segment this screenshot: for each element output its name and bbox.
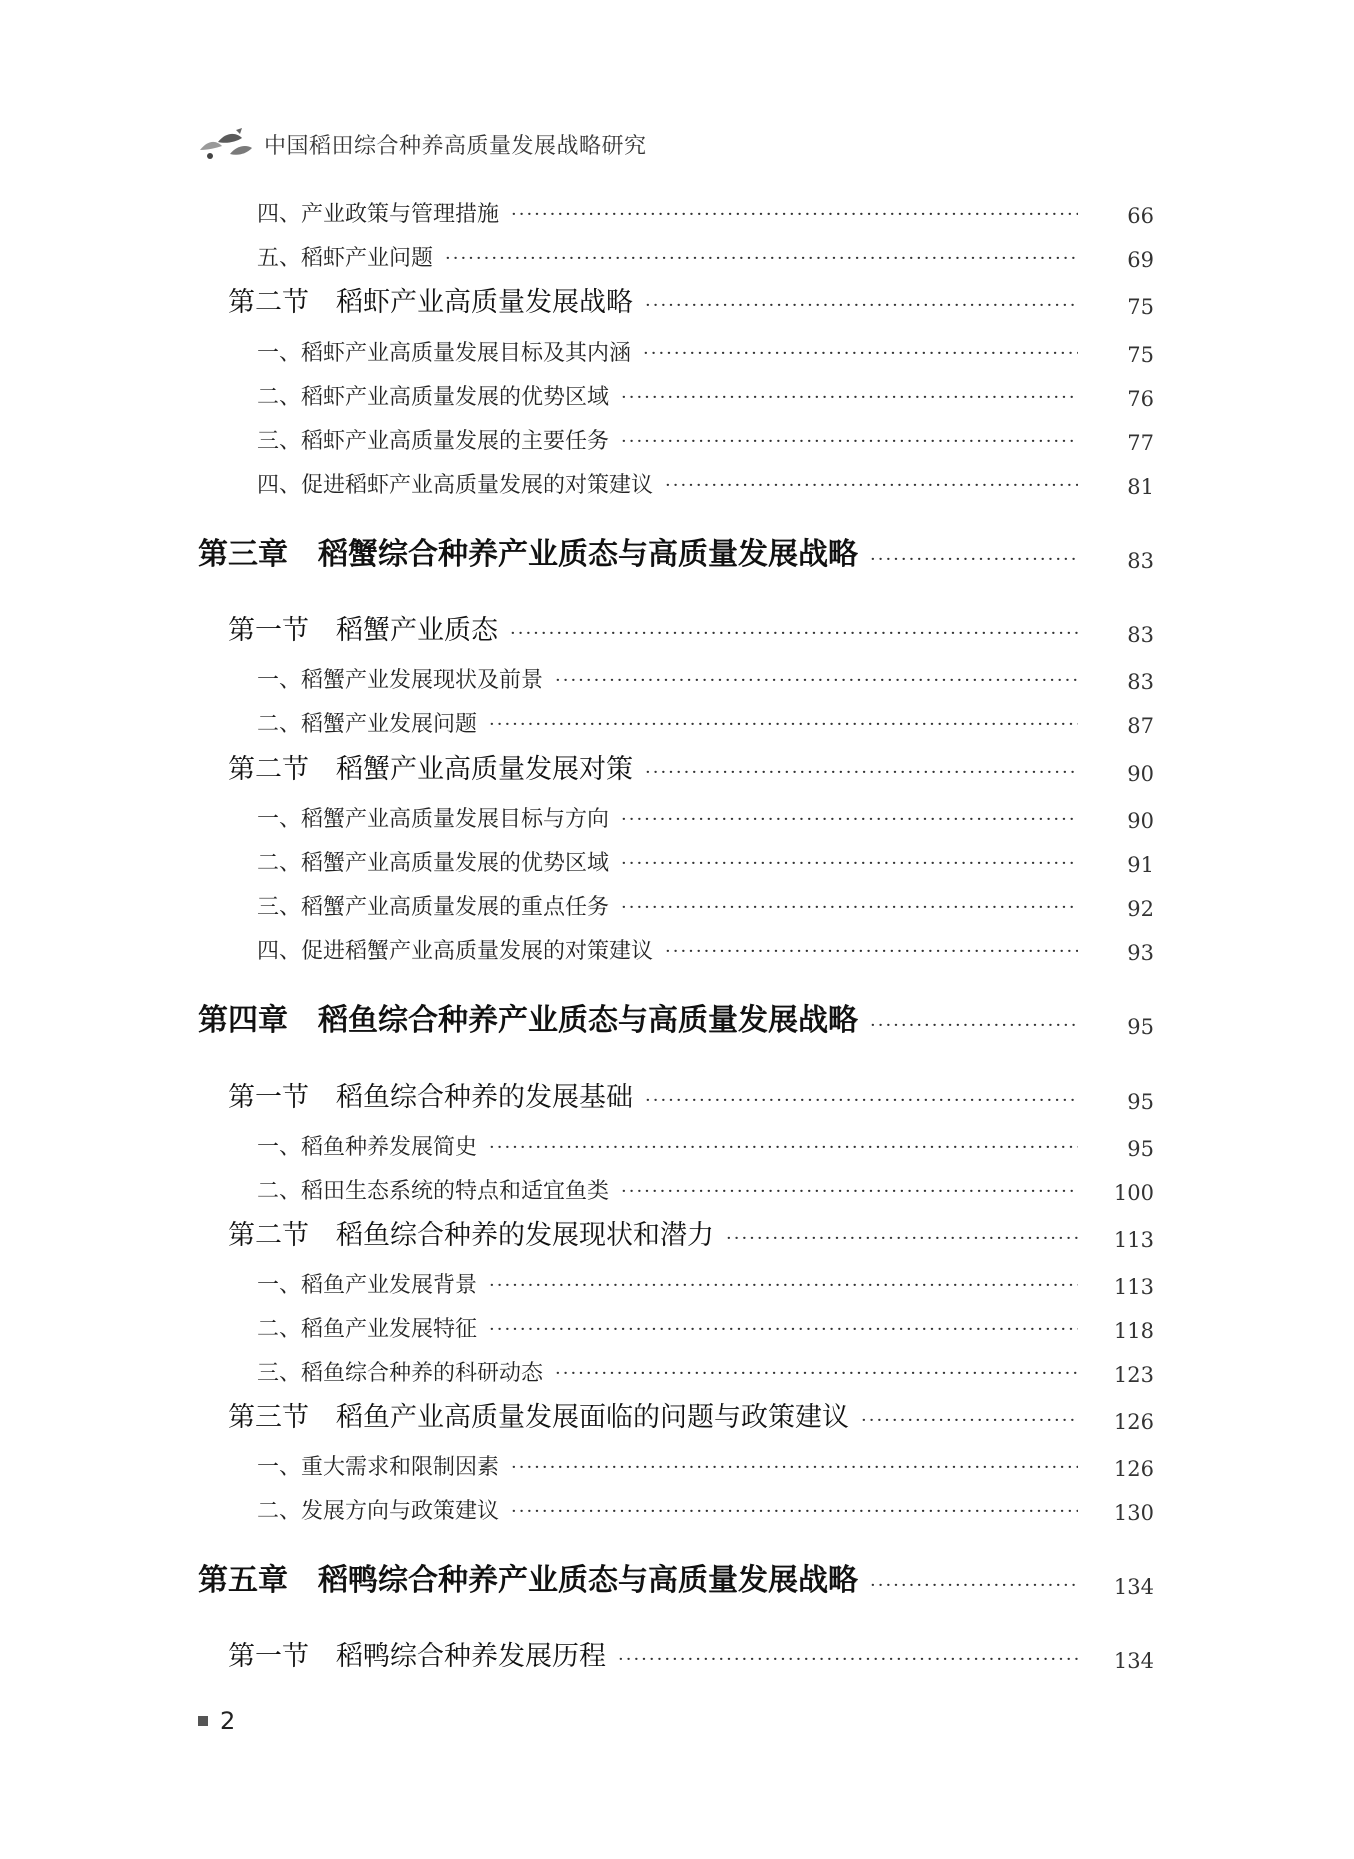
toc-item[interactable]	[257, 415, 1154, 455]
toc-item[interactable]	[257, 1121, 1154, 1161]
leader-dots	[511, 1499, 1078, 1525]
leader-dots	[618, 1647, 1078, 1673]
leader-dots	[489, 1317, 1078, 1343]
toc-item-title: 二、稻虾产业高质量发展的优势区域	[257, 385, 610, 410]
toc-item-page: 100	[1113, 1181, 1154, 1205]
toc-item[interactable]	[257, 881, 1154, 921]
leader-dots	[489, 1135, 1078, 1161]
toc-item-title: 一、稻蟹产业发展现状及前景	[257, 668, 544, 693]
toc-chapter[interactable]	[198, 1559, 1154, 1599]
toc-item-page: 130	[1113, 1501, 1154, 1525]
toc-section[interactable]	[228, 279, 1154, 319]
toc-item[interactable]	[257, 459, 1154, 499]
toc-item-page: 81	[1127, 475, 1154, 499]
toc-section-page: 83	[1127, 623, 1154, 647]
toc-section-page: 95	[1127, 1090, 1154, 1114]
toc-section-title: 第三节 稻鱼产业高质量发展面临的问题与政策建议	[228, 1402, 849, 1433]
toc-item[interactable]	[257, 1441, 1154, 1481]
leader-dots	[489, 712, 1078, 738]
toc-item[interactable]	[257, 1259, 1154, 1299]
toc-chapter-title: 第四章 稻鱼综合种养产业质态与高质量发展战略	[198, 1003, 858, 1038]
toc-item[interactable]	[257, 232, 1154, 272]
toc-section-title: 第二节 稻虾产业高质量发展战略	[228, 287, 633, 318]
toc-item-page: 92	[1127, 897, 1154, 921]
toc-section-title: 第二节 稻蟹产业高质量发展对策	[228, 754, 633, 785]
leader-dots	[555, 1361, 1078, 1387]
leader-dots	[665, 473, 1078, 499]
toc-item[interactable]	[257, 188, 1154, 228]
leader-dots	[643, 341, 1078, 367]
toc-chapter[interactable]	[198, 999, 1154, 1039]
leader-dots	[645, 1088, 1078, 1114]
leader-dots	[621, 429, 1078, 455]
leader-dots	[621, 1179, 1078, 1205]
leader-dots	[870, 1573, 1078, 1599]
leader-dots	[621, 895, 1078, 921]
leader-dots	[870, 547, 1078, 573]
toc-item-title: 一、稻蟹产业高质量发展目标与方向	[257, 807, 610, 832]
toc-item[interactable]	[257, 654, 1154, 694]
toc-item[interactable]	[257, 371, 1154, 411]
toc-item[interactable]	[257, 1485, 1154, 1525]
toc-item-title: 一、重大需求和限制因素	[257, 1455, 500, 1480]
toc-section[interactable]	[228, 746, 1154, 786]
toc-section[interactable]	[228, 607, 1154, 647]
toc-item-title: 一、稻鱼产业发展背景	[257, 1273, 478, 1298]
toc-section-title: 第一节 稻鱼综合种养的发展基础	[228, 1082, 633, 1113]
toc-section-page: 90	[1127, 762, 1154, 786]
toc-item[interactable]	[257, 1165, 1154, 1205]
toc-section-page: 113	[1113, 1228, 1154, 1252]
leader-dots	[511, 202, 1078, 228]
toc-section-page: 134	[1113, 1649, 1154, 1673]
toc-item-title: 二、稻蟹产业高质量发展的优势区域	[257, 851, 610, 876]
toc-item-title: 三、稻虾产业高质量发展的主要任务	[257, 429, 610, 454]
toc-item[interactable]	[257, 327, 1154, 367]
toc-section[interactable]	[228, 1394, 1154, 1434]
leader-dots	[870, 1013, 1078, 1039]
toc-item-page: 76	[1127, 387, 1154, 411]
toc-section[interactable]	[228, 1633, 1154, 1673]
toc-item-page: 90	[1127, 809, 1154, 833]
toc-item-title: 五、稻虾产业问题	[257, 246, 434, 271]
square-bullet-icon	[198, 1716, 208, 1726]
toc-item-page: 69	[1127, 248, 1154, 272]
leader-dots	[645, 293, 1078, 319]
toc-item-page: 118	[1113, 1319, 1154, 1343]
toc-item-page: 77	[1127, 431, 1154, 455]
toc-item[interactable]	[257, 698, 1154, 738]
toc-item-title: 四、促进稻虾产业高质量发展的对策建议	[257, 473, 654, 498]
header-title: 中国稻田综合种养高质量发展战略研究	[264, 133, 647, 159]
toc-item-page: 83	[1127, 670, 1154, 694]
toc-chapter[interactable]	[198, 533, 1154, 573]
toc-item-title: 四、促进稻蟹产业高质量发展的对策建议	[257, 939, 654, 964]
toc-item[interactable]	[257, 837, 1154, 877]
toc-item[interactable]	[257, 1303, 1154, 1343]
leader-dots	[621, 807, 1078, 833]
toc-section-title: 第一节 稻鸭综合种养发展历程	[228, 1641, 606, 1672]
leader-dots	[665, 939, 1078, 965]
toc-chapter-title: 第五章 稻鸭综合种养产业质态与高质量发展战略	[198, 1563, 858, 1598]
toc-item-title: 三、稻鱼综合种养的科研动态	[257, 1361, 544, 1386]
leader-dots	[489, 1273, 1078, 1299]
leader-dots	[645, 760, 1078, 786]
toc-chapter-title: 第三章 稻蟹综合种养产业质态与高质量发展战略	[198, 537, 858, 572]
toc-item-title: 二、发展方向与政策建议	[257, 1499, 500, 1524]
toc-item[interactable]	[257, 925, 1154, 965]
toc-section[interactable]	[228, 1074, 1154, 1114]
toc-item-page: 66	[1127, 204, 1154, 228]
leader-dots	[445, 246, 1078, 272]
page-footer	[198, 1707, 235, 1735]
leader-dots	[511, 1455, 1078, 1481]
toc-item-title: 二、稻蟹产业发展问题	[257, 712, 478, 737]
leader-dots	[621, 851, 1078, 877]
toc-chapter-page: 83	[1127, 549, 1154, 573]
toc-item-title: 一、稻虾产业高质量发展目标及其内涵	[257, 341, 632, 366]
toc-item-page: 91	[1127, 853, 1154, 877]
toc-item-title: 四、产业政策与管理措施	[257, 202, 500, 227]
toc-section-title: 第一节 稻蟹产业质态	[228, 615, 498, 646]
leader-dots	[726, 1226, 1078, 1252]
toc-item-page: 126	[1113, 1457, 1154, 1481]
toc-item-page: 87	[1127, 714, 1154, 738]
leader-dots	[555, 668, 1078, 694]
toc-section-page: 75	[1127, 295, 1154, 319]
toc-section-title: 第二节 稻鱼综合种养的发展现状和潜力	[228, 1220, 714, 1251]
page-number: 2	[220, 1707, 236, 1735]
toc-item-page: 123	[1113, 1363, 1154, 1387]
leader-dots	[510, 621, 1078, 647]
toc-chapter-page: 95	[1127, 1015, 1154, 1039]
toc-chapter-page: 134	[1113, 1575, 1154, 1599]
toc-item-title: 二、稻田生态系统的特点和适宜鱼类	[257, 1179, 610, 1204]
toc-item-page: 93	[1127, 941, 1154, 965]
toc-item-page: 95	[1127, 1137, 1154, 1161]
toc-item-title: 二、稻鱼产业发展特征	[257, 1317, 478, 1342]
toc-item-title: 三、稻蟹产业高质量发展的重点任务	[257, 895, 610, 920]
leader-dots	[621, 385, 1078, 411]
toc-item-title: 一、稻鱼种养发展简史	[257, 1135, 478, 1160]
leader-dots	[861, 1408, 1078, 1434]
toc-item[interactable]	[257, 793, 1154, 833]
toc-item[interactable]	[257, 1347, 1154, 1387]
toc-section-page: 126	[1113, 1410, 1154, 1434]
toc-item-page: 75	[1127, 343, 1154, 367]
toc-section[interactable]	[228, 1212, 1154, 1252]
toc-item-page: 113	[1113, 1275, 1154, 1299]
